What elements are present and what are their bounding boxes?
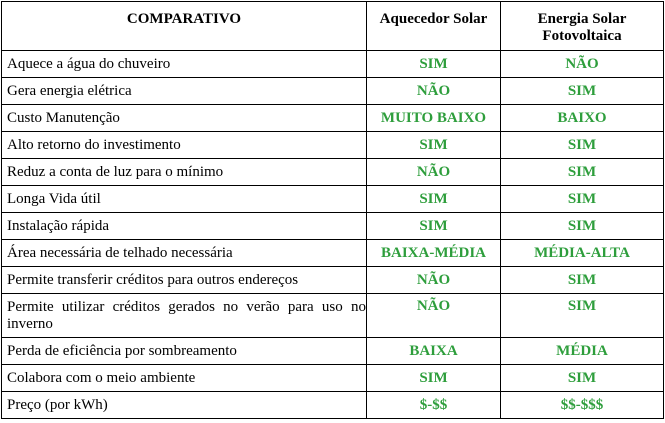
aquecedor-value: SIM <box>367 51 501 78</box>
aquecedor-value: NÃO <box>367 159 501 186</box>
row-label: Permite transferir créditos para outros endereços <box>2 267 367 294</box>
table-row <box>2 186 664 213</box>
fotovoltaica-value: NÃO <box>501 51 664 78</box>
table-row <box>2 78 664 105</box>
table-row <box>2 294 664 338</box>
header-comparativo: COMPARATIVO <box>2 2 367 51</box>
fotovoltaica-value: BAIXO <box>501 105 664 132</box>
header-row <box>2 2 664 51</box>
header-energia-solar-fotovoltaica: Energia Solar Fotovoltaica <box>501 2 664 51</box>
fotovoltaica-value: SIM <box>501 365 664 392</box>
table-row <box>2 105 664 132</box>
table-row <box>2 51 664 78</box>
header-aquecedor-solar: Aquecedor Solar <box>367 2 501 51</box>
fotovoltaica-value: $$-$$$ <box>501 392 664 419</box>
fotovoltaica-value: SIM <box>501 159 664 186</box>
row-label: Perda de eficiência por sombreamento <box>2 338 367 365</box>
fotovoltaica-value: SIM <box>501 186 664 213</box>
fotovoltaica-value: SIM <box>501 78 664 105</box>
aquecedor-value: SIM <box>367 213 501 240</box>
row-label: Reduz a conta de luz para o mínimo <box>2 159 367 186</box>
aquecedor-value: MUITO BAIXO <box>367 105 501 132</box>
row-label: Longa Vida útil <box>2 186 367 213</box>
fotovoltaica-value: SIM <box>501 267 664 294</box>
row-label: Colabora com o meio ambiente <box>2 365 367 392</box>
fotovoltaica-value: SIM <box>501 132 664 159</box>
table-row <box>2 365 664 392</box>
row-label: Gera energia elétrica <box>2 78 367 105</box>
table-row <box>2 338 664 365</box>
aquecedor-value: SIM <box>367 132 501 159</box>
row-label: Alto retorno do investimento <box>2 132 367 159</box>
fotovoltaica-value: SIM <box>501 213 664 240</box>
aquecedor-value: $-$$ <box>367 392 501 419</box>
aquecedor-value: NÃO <box>367 267 501 294</box>
aquecedor-value: BAIXA <box>367 338 501 365</box>
aquecedor-value: SIM <box>367 186 501 213</box>
fotovoltaica-value: MÉDIA-ALTA <box>501 240 664 267</box>
fotovoltaica-value: MÉDIA <box>501 338 664 365</box>
table-row <box>2 213 664 240</box>
row-label: Área necessária de telhado necessária <box>2 240 367 267</box>
row-label: Permite utilizar créditos gerados no verão para uso no inverno <box>2 294 367 338</box>
row-label: Aquece a água do chuveiro <box>2 51 367 78</box>
row-label: Preço (por kWh) <box>2 392 367 419</box>
aquecedor-value: NÃO <box>367 294 501 338</box>
row-label: Instalação rápida <box>2 213 367 240</box>
aquecedor-value: SIM <box>367 365 501 392</box>
table-row <box>2 240 664 267</box>
table-row <box>2 392 664 419</box>
aquecedor-value: NÃO <box>367 78 501 105</box>
aquecedor-value: BAIXA-MÉDIA <box>367 240 501 267</box>
comparison-table <box>1 1 664 419</box>
table-row <box>2 132 664 159</box>
row-label: Custo Manutenção <box>2 105 367 132</box>
fotovoltaica-value: SIM <box>501 294 664 338</box>
table-row <box>2 159 664 186</box>
table-row <box>2 267 664 294</box>
